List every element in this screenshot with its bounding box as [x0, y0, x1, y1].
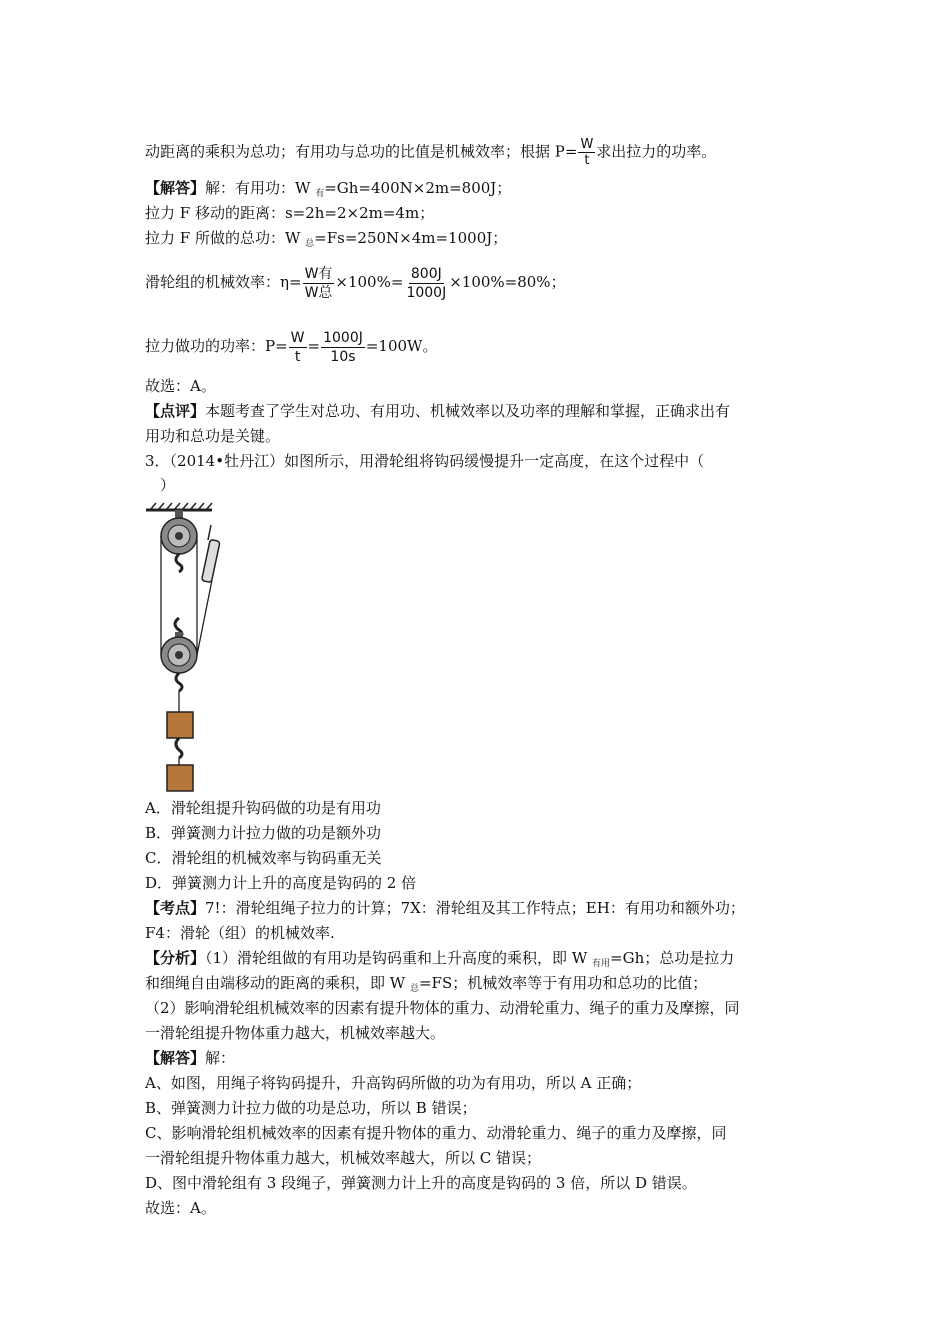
text-line: C、影响滑轮组机械效率的因素有提升物体的重力、动滑轮重力、绳子的重力及摩擦，同: [145, 1124, 727, 1142]
text: 拉力做功的功率：P=: [145, 337, 288, 355]
text-line: 一滑轮组提升物体重力越大，机械效率越大，所以 C 错误；: [145, 1149, 542, 1167]
formula-fraction: [289, 329, 307, 366]
text-line: [145, 262, 566, 302]
text: 本题考查了学生对总功、有用功、机械效率以及功率的理解和掌握，正确求出有: [205, 402, 731, 420]
text-line: 一滑轮组提升物体重力越大，机械效率越大。: [145, 1024, 446, 1042]
option-c: C．滑轮组的机械效率与钩码重无关: [145, 849, 382, 867]
movable-pulley: [161, 618, 197, 712]
formula-fraction: [578, 137, 595, 168]
text-line: [145, 897, 745, 919]
text-line: [145, 227, 507, 255]
section-tag: 【分析】: [145, 949, 206, 967]
fixed-pulley: [161, 510, 197, 572]
section-tag: 【考点】: [145, 899, 206, 917]
formula-fraction: [321, 329, 365, 366]
text: 7!：滑轮组绳子拉力的计算；7X：滑轮组及其工作特点；EH：有用功和额外功；: [205, 899, 745, 917]
numerator: 800J: [410, 265, 442, 282]
text-line: 故选：A。: [145, 1199, 216, 1217]
text-line: 拉力 F 移动的距离：s=2h=2×2m=4m；: [145, 204, 435, 222]
ropes: [161, 536, 212, 655]
section-tag: 【解答】: [145, 1049, 206, 1067]
text-line: [145, 972, 707, 1000]
denominator: 1000J: [406, 284, 447, 301]
numerator: W有: [304, 265, 333, 282]
text: 动距离的乘积为总功；有用功与总功的比值是机械效率；根据 P=: [145, 142, 578, 161]
text: 拉力 F 所做的总功：W: [145, 229, 306, 247]
text: 解：: [205, 1049, 236, 1067]
option-d: D．弹簧测力计上升的高度是钩码的 2 倍: [145, 874, 417, 892]
question-stem: 3．（2014•牡丹江）如图所示，用滑轮组将钩码缓慢提升一定高度，在这个过程中（: [145, 452, 705, 470]
text: =Gh；总功是拉力: [610, 949, 735, 967]
numerator: W: [580, 137, 594, 152]
subscript: 有: [315, 189, 325, 199]
text: =100W。: [365, 337, 438, 355]
denominator: 10s: [330, 348, 356, 365]
option-b: B．弹簧测力计拉力做的功是额外功: [145, 824, 382, 842]
question-stem: ）: [160, 476, 176, 494]
pulley-diagram: [140, 500, 240, 795]
text-line: 用功和总功是关键。: [145, 427, 281, 445]
text-line: A、如图，用绳子将钩码提升，升高钩码所做的功为有用功，所以 A 正确；: [145, 1074, 642, 1092]
subscript: 总: [409, 984, 419, 994]
text-line: [145, 326, 437, 366]
text-line: B、弹簧测力计拉力做的功是总功，所以 B 错误；: [145, 1099, 477, 1117]
text: 滑轮组的机械效率：η=: [145, 273, 302, 291]
text: =Fs=250N×4m=1000J；: [314, 229, 508, 247]
text: 和细绳自由端移动的距离的乘积，即 W: [145, 974, 410, 992]
denominator: t: [294, 348, 301, 365]
numerator: 1000J: [323, 329, 363, 346]
text: =: [307, 337, 321, 355]
section-tag: 【点评】: [145, 402, 206, 420]
spring-scale: [202, 525, 221, 583]
weights: [167, 712, 193, 791]
ceiling-hatch: [146, 503, 212, 510]
text: ×100%=80%；: [449, 273, 566, 291]
text-line: F4：滑轮（组）的机械效率.: [145, 924, 335, 942]
text-line: D、图中滑轮组有 3 段绳子，弹簧测力计上升的高度是钩码的 3 倍，所以 D 错误。: [145, 1174, 697, 1192]
text: （1）滑轮组做的有用功是钩码重和上升高度的乘积，即 W: [205, 949, 593, 967]
denominator: t: [584, 153, 590, 168]
text: 解：有用功：W: [205, 179, 316, 197]
text: 求出拉力的功率。: [596, 142, 717, 161]
text: =FS；机械效率等于有用功和总功的比值；: [418, 974, 708, 992]
text: ×100%=: [335, 273, 404, 291]
text-line: 故选：A。: [145, 377, 216, 395]
text-line: [145, 137, 716, 168]
text: =Gh=400N×2m=800J；: [324, 179, 512, 197]
text-line: [145, 177, 511, 205]
text-line: [145, 1047, 235, 1069]
formula-fraction: [404, 265, 448, 302]
subscript: 有用: [592, 959, 611, 969]
text-line: [145, 400, 730, 422]
text-line: （2）影响滑轮组机械效率的因素有提升物体的重力、动滑轮重力、绳子的重力及摩擦，同: [145, 999, 740, 1017]
numerator: W: [290, 329, 305, 346]
formula-fraction: [303, 265, 335, 302]
text-line: [145, 947, 734, 975]
section-tag: 【解答】: [145, 179, 206, 197]
denominator: W总: [304, 284, 333, 301]
option-a: A．滑轮组提升钩码做的功是有用功: [145, 799, 381, 817]
subscript: 总: [305, 239, 315, 249]
